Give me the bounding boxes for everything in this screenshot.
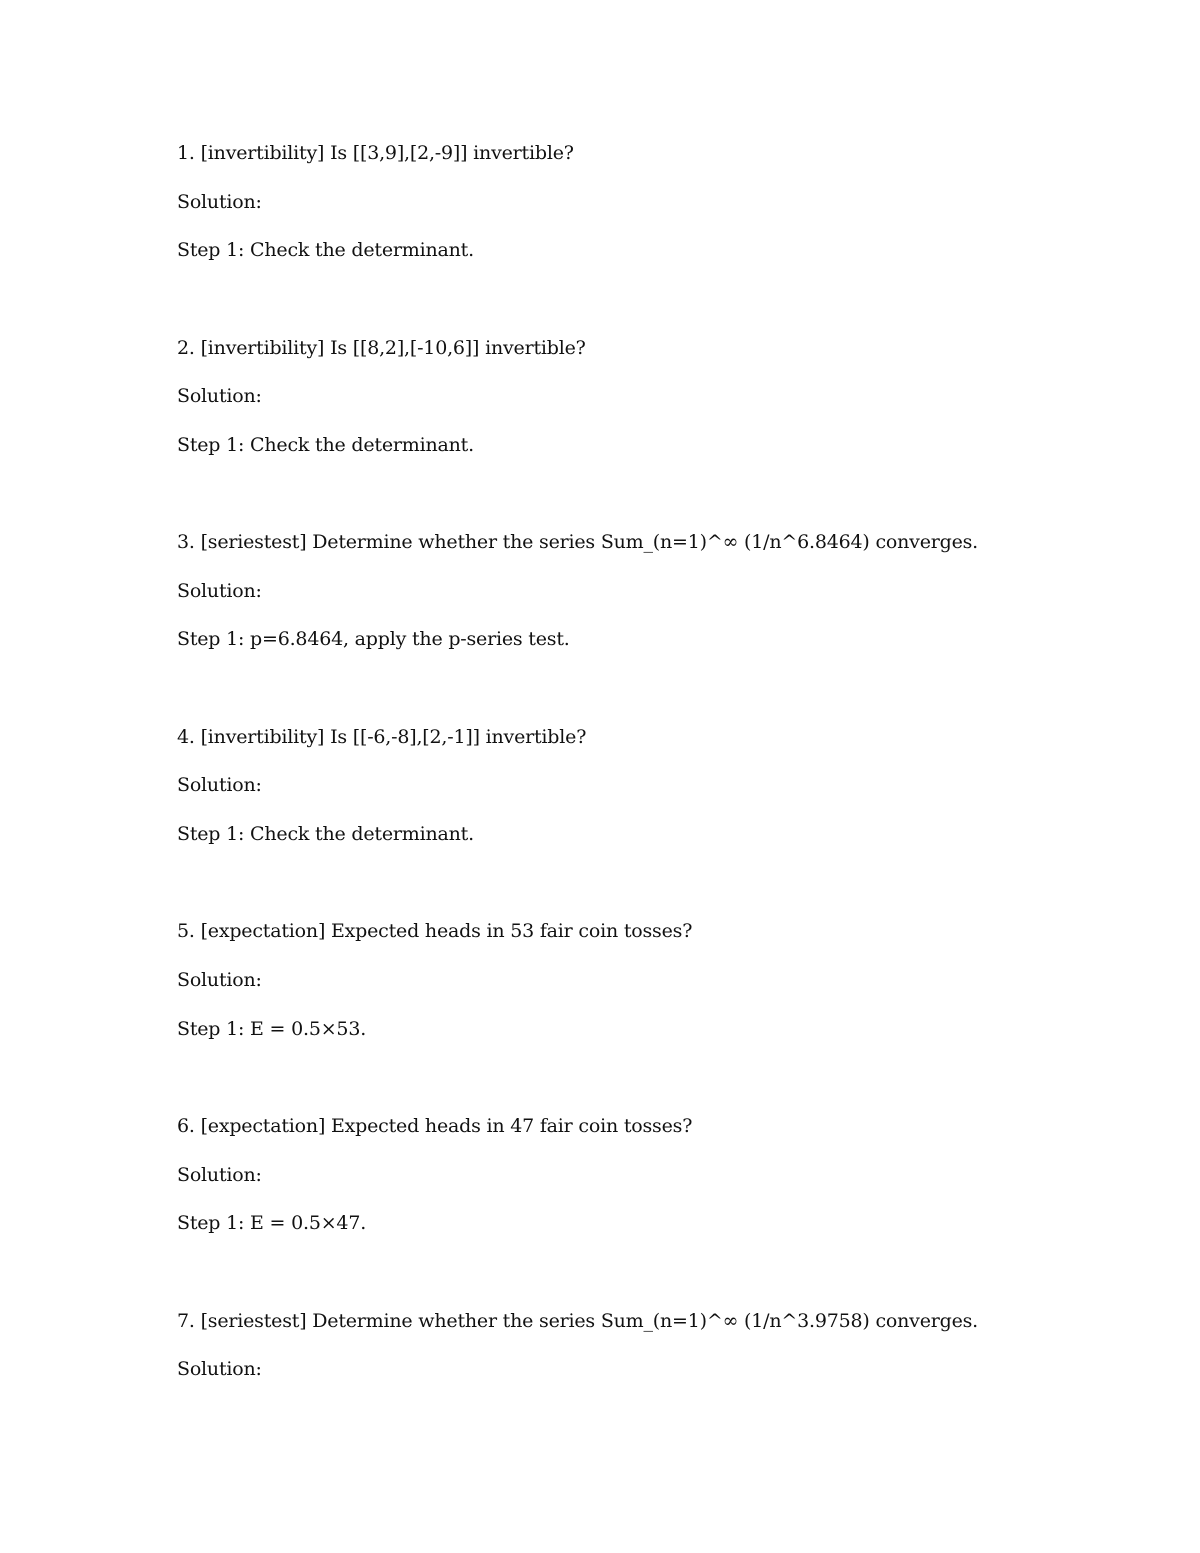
- problem-5: [177, 919, 1137, 1114]
- problem-2: [177, 336, 1137, 531]
- solution-step: Step 1: Check the determinant.: [177, 239, 474, 262]
- solution-label: Solution:: [177, 579, 262, 602]
- problem-1: [177, 141, 1137, 336]
- document-body: [177, 141, 1137, 1406]
- problem-7: [177, 1309, 1137, 1382]
- solution-label: Solution:: [177, 774, 262, 797]
- solution-label: Solution:: [177, 968, 262, 991]
- solution-step: Step 1: Check the determinant.: [177, 433, 474, 456]
- problem-question: 4. [invertibility] Is [[-6,-8],[2,-1]] invertible?: [177, 725, 587, 748]
- problem-6: [177, 1114, 1137, 1309]
- problem-question: 7. [seriestest] Determine whether the series Sum_(n=1)^∞ (1/n^3.9758) converges.: [177, 1309, 979, 1332]
- solution-label: Solution:: [177, 1163, 262, 1186]
- problem-question: 1. [invertibility] Is [[3,9],[2,-9]] invertible?: [177, 142, 574, 164]
- problem-3: [177, 530, 1137, 725]
- solution-label: Solution:: [177, 1358, 262, 1381]
- solution-step: Step 1: E = 0.5×47.: [177, 1212, 367, 1235]
- problem-question: 2. [invertibility] Is [[8,2],[-10,6]] invertible?: [177, 336, 586, 359]
- problem-4: [177, 725, 1137, 920]
- solution-label: Solution:: [177, 385, 262, 408]
- problem-question: 6. [expectation] Expected heads in 47 fair coin tosses?: [177, 1114, 693, 1137]
- problem-question: 3. [seriestest] Determine whether the series Sum_(n=1)^∞ (1/n^6.8464) converges.: [177, 531, 979, 554]
- solution-step: Step 1: E = 0.5×53.: [177, 1017, 367, 1040]
- solution-step: Step 1: p=6.8464, apply the p-series test.: [177, 628, 570, 651]
- problem-question: 5. [expectation] Expected heads in 53 fair coin tosses?: [177, 920, 693, 943]
- solution-step: Step 1: Check the determinant.: [177, 822, 474, 845]
- solution-label: Solution:: [177, 190, 262, 213]
